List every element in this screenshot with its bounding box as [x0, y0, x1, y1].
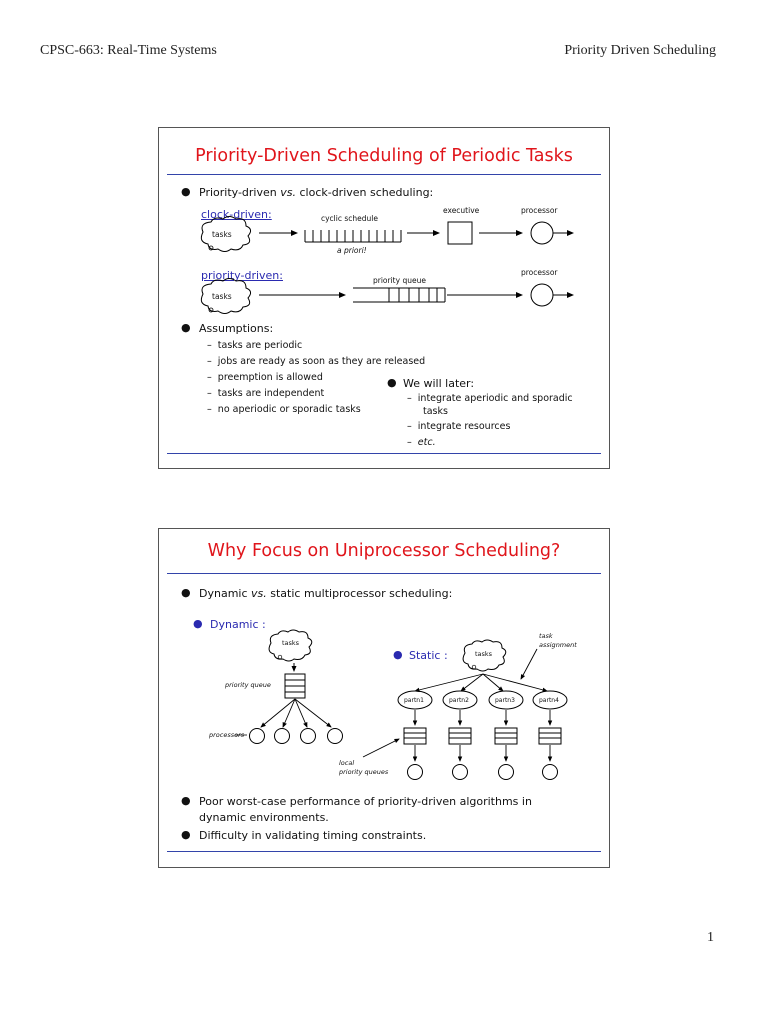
a-priori-label: a priori!: [337, 246, 367, 255]
bullet-dot: ●: [387, 376, 397, 389]
assumption-item: – jobs are ready as soon as they are released: [207, 356, 426, 367]
priority-queue-label-dyn: priority queue: [225, 681, 271, 689]
slide1-bullet1: Priority-driven vs. clock-driven scheduling:: [199, 186, 434, 199]
executive-box: [448, 222, 472, 244]
local-priority-queue: [404, 728, 561, 744]
task-assignment-label-1: task: [539, 632, 553, 640]
slide2-bottom-rule: [167, 851, 601, 852]
bullet-dot: ●: [193, 617, 203, 630]
slide2-bullet3: Difficulty in validating timing constraints.: [199, 829, 427, 842]
later-item: – integrate resources: [407, 421, 511, 432]
processor-circle-static: [543, 765, 558, 780]
executive-label: executive: [443, 206, 480, 215]
tasks-cloud-1: [201, 217, 250, 252]
processor-label-1: processor: [521, 206, 558, 215]
slide1-title: Priority-Driven Scheduling of Periodic Tasks: [195, 146, 573, 166]
bullet-dot: ●: [181, 185, 191, 198]
processor-circle-dyn: [250, 729, 265, 744]
processor-circle-1: [531, 222, 553, 244]
later-item: – integrate aperiodic and sporadic: [407, 393, 573, 404]
static-label: Static :: [409, 649, 448, 662]
priority-driven-label: priority-driven:: [201, 269, 283, 282]
slide1-diagram: [159, 128, 609, 468]
bullet-dot: ●: [181, 828, 191, 841]
assumption-item: – no aperiodic or sporadic tasks: [207, 404, 361, 415]
bullet-dot: ●: [181, 321, 191, 334]
local-queues-label-1: local: [339, 759, 355, 767]
partition-cloud: [489, 691, 523, 709]
tasks-label-dyn: tasks: [282, 639, 300, 647]
slide2-bullet2-line2: dynamic environments.: [199, 811, 329, 824]
assumption-item: – tasks are independent: [207, 388, 325, 399]
assumptions-title: Assumptions:: [199, 322, 274, 335]
processor-label-2: processor: [521, 268, 558, 277]
header-course: CPSC-663: Real-Time Systems: [40, 43, 217, 58]
tasks-label-1: tasks: [212, 230, 232, 239]
tasks-cloud-2: [201, 279, 250, 314]
local-queues-label-2: priority queues: [339, 768, 389, 776]
assumption-item: – preemption is allowed: [207, 372, 323, 383]
slide2-bullet2-line1: Poor worst-case performance of priority-driven algorithms in: [199, 795, 532, 808]
tasks-label-static: tasks: [475, 650, 493, 658]
bullet-dot: ●: [393, 648, 403, 661]
processor-circle-dyn: [275, 729, 290, 744]
slide2-bullet1: Dynamic vs. static multiprocessor scheduling:: [199, 587, 453, 600]
priority-queue-label: priority queue: [373, 276, 426, 285]
partition-label: partn3: [495, 697, 515, 704]
processor-circle-static: [499, 765, 514, 780]
tasks-cloud-static: [463, 640, 506, 671]
processor-circle-2: [531, 284, 553, 306]
assumption-item: – tasks are periodic: [207, 340, 303, 351]
priority-queue-box: [353, 288, 445, 302]
processor-circle-dyn: [328, 729, 343, 744]
dynamic-label: Dynamic :: [210, 618, 266, 631]
partition-cloud: [398, 691, 432, 709]
processor-circle-static: [408, 765, 423, 780]
slide1-bottom-rule: [167, 453, 601, 454]
bullet-dot: ●: [181, 586, 191, 599]
later-item: – etc.: [407, 437, 436, 448]
later-item-cont: tasks: [423, 406, 448, 417]
partition-cloud: [443, 691, 477, 709]
priority-queue-dynamic: [285, 674, 305, 698]
partition-label: partn1: [404, 697, 424, 704]
later-title: We will later:: [403, 377, 475, 390]
partition-cloud: [533, 691, 567, 709]
slide-priority-driven: [158, 127, 610, 469]
processor-circle-static: [453, 765, 468, 780]
bullet-dot: ●: [181, 794, 191, 807]
page-number: 1: [707, 930, 714, 945]
tasks-cloud-dynamic: [269, 630, 312, 661]
cyclic-schedule-label: cyclic schedule: [321, 214, 378, 223]
clock-driven-label: clock-driven:: [201, 208, 272, 221]
header-topic: Priority Driven Scheduling: [564, 43, 716, 58]
cyclic-schedule-comb: [305, 230, 401, 242]
tasks-label-2: tasks: [212, 292, 232, 301]
slide-uniprocessor: [158, 528, 610, 868]
partition-label: partn2: [449, 697, 469, 704]
processors-label: processors: [209, 731, 245, 739]
slide2-title: Why Focus on Uniprocessor Scheduling?: [207, 541, 561, 561]
partition-label: partn4: [539, 697, 559, 704]
processor-circle-dyn: [301, 729, 316, 744]
task-assignment-label-2: assignment: [539, 641, 577, 649]
